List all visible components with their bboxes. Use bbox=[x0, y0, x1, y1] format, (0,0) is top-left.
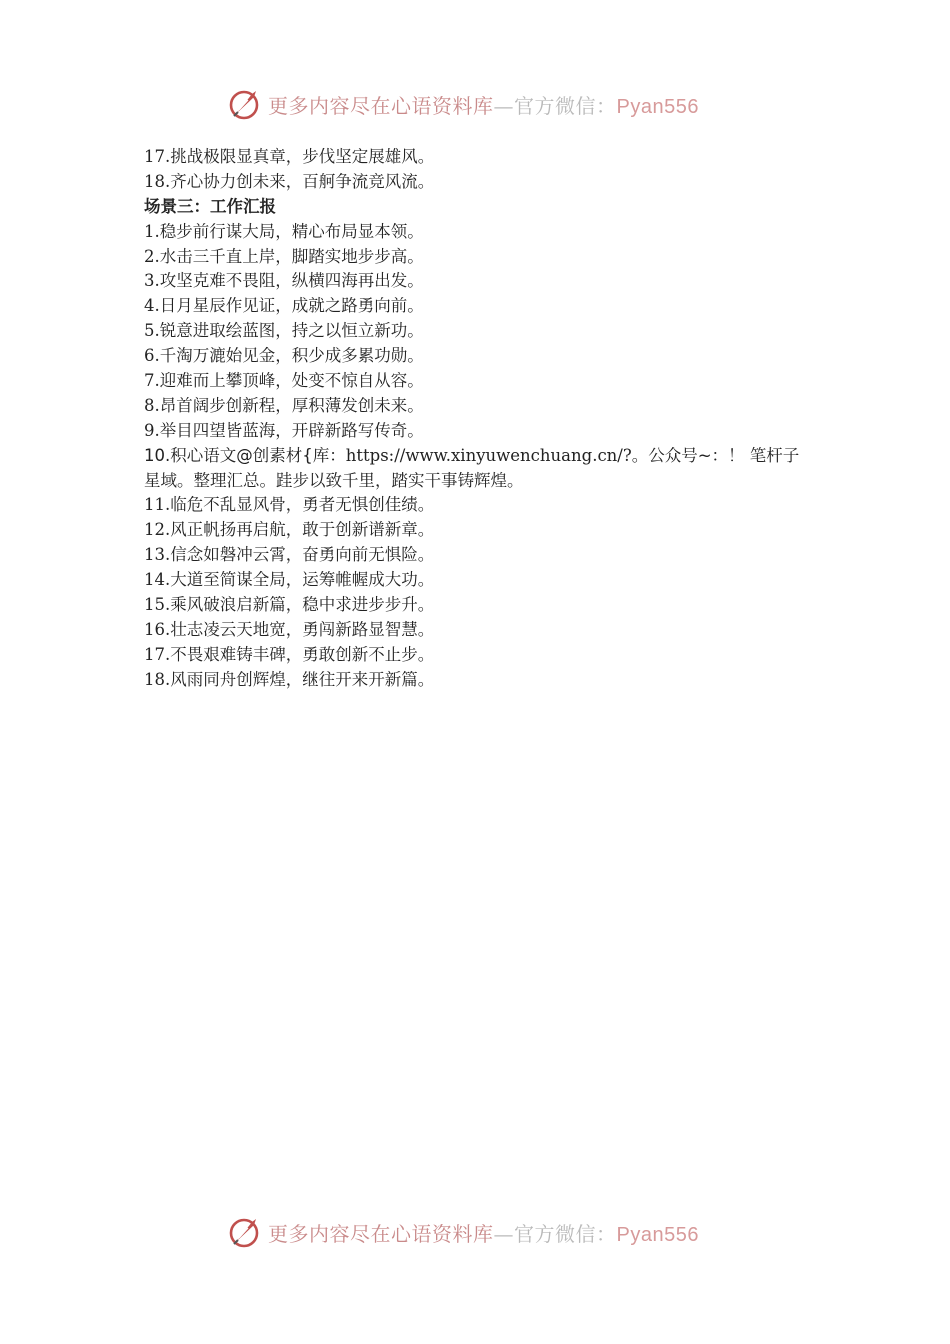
text-line: 17.不畏艰难铸丰碑，勇敢创新不止步。 bbox=[144, 644, 435, 664]
text-line: 1.稳步前行谋大局，精心布局显本领。 bbox=[144, 221, 424, 241]
text-line: 9.举目四望皆蓝海，开辟新路写传奇。 bbox=[144, 420, 424, 440]
text-line: 13.信念如磐冲云霄，奋勇向前无惧险。 bbox=[144, 545, 435, 565]
quill-logo-icon bbox=[228, 86, 264, 122]
text-line: 8.昂首阔步创新程，厚积薄发创未来。 bbox=[144, 395, 424, 415]
watermark-line bbox=[144, 444, 824, 469]
text-line: 12.风正帆扬再启航，敢于创新谱新章。 bbox=[144, 520, 435, 540]
text-line: 15.乘风破浪启新篇，稳中求进步步升。 bbox=[144, 595, 435, 615]
banner-text bbox=[268, 90, 699, 119]
section-heading: 场景三：工作汇报 bbox=[144, 196, 276, 216]
text-line: 3.攻坚克难不畏阻，纵横四海再出发。 bbox=[144, 271, 424, 291]
text-line: 7.迎难而上攀顶峰，处变不惊自从容。 bbox=[144, 371, 424, 391]
document-body bbox=[144, 145, 824, 693]
text-line: 2.水击三千直上岸，脚踏实地步步高。 bbox=[144, 246, 424, 266]
banner-main-text: 更多内容尽在心语资料库 bbox=[268, 1221, 494, 1246]
text-line: 11.临危不乱显风骨，勇者无惧创佳绩。 bbox=[144, 495, 435, 515]
text-line: 16.壮志凌云天地宽，勇闯新路显智慧。 bbox=[144, 619, 435, 639]
text-line: 18.风雨同舟创辉煌，继往开来开新篇。 bbox=[144, 669, 435, 689]
text-line: 18.齐心协力创未来，百舸争流竞风流。 bbox=[144, 171, 435, 191]
banner-main-text: 更多内容尽在心语资料库 bbox=[268, 93, 494, 118]
text-line: 6.千淘万漉始见金，积少成多累功勋。 bbox=[144, 346, 424, 366]
banner-handle-text: Pyan556 bbox=[616, 95, 699, 118]
text-line: 17.挑战极限显真章，步伐坚定展雄风。 bbox=[144, 147, 435, 166]
banner-separator-text: —官方微信： bbox=[493, 1221, 617, 1246]
quill-logo-icon bbox=[228, 1214, 264, 1250]
text-line: 5.锐意进取绘蓝图，持之以恒立新功。 bbox=[144, 321, 424, 341]
banner-handle-text: Pyan556 bbox=[616, 1223, 699, 1246]
banner-text bbox=[268, 1218, 699, 1247]
watermark-suffix: 。公众号~：！ 笔杆子 bbox=[631, 445, 800, 465]
footer-banner bbox=[228, 1212, 699, 1252]
text-line: 4.日月星辰作见证，成就之路勇向前。 bbox=[144, 296, 424, 316]
banner-separator-text: —官方微信： bbox=[493, 93, 617, 118]
watermark-url: https://www.xinyuwenchuang.cn/? bbox=[345, 445, 632, 465]
watermark-prefix: 10.积心语文@创素材{库： bbox=[144, 445, 346, 465]
watermark-line-continued: 星域。整理汇总。跬步以致千里，踏实干事铸辉煌。 bbox=[144, 470, 524, 490]
text-line: 14.大道至简谋全局，运筹帷幄成大功。 bbox=[144, 570, 435, 590]
header-banner bbox=[228, 84, 699, 124]
